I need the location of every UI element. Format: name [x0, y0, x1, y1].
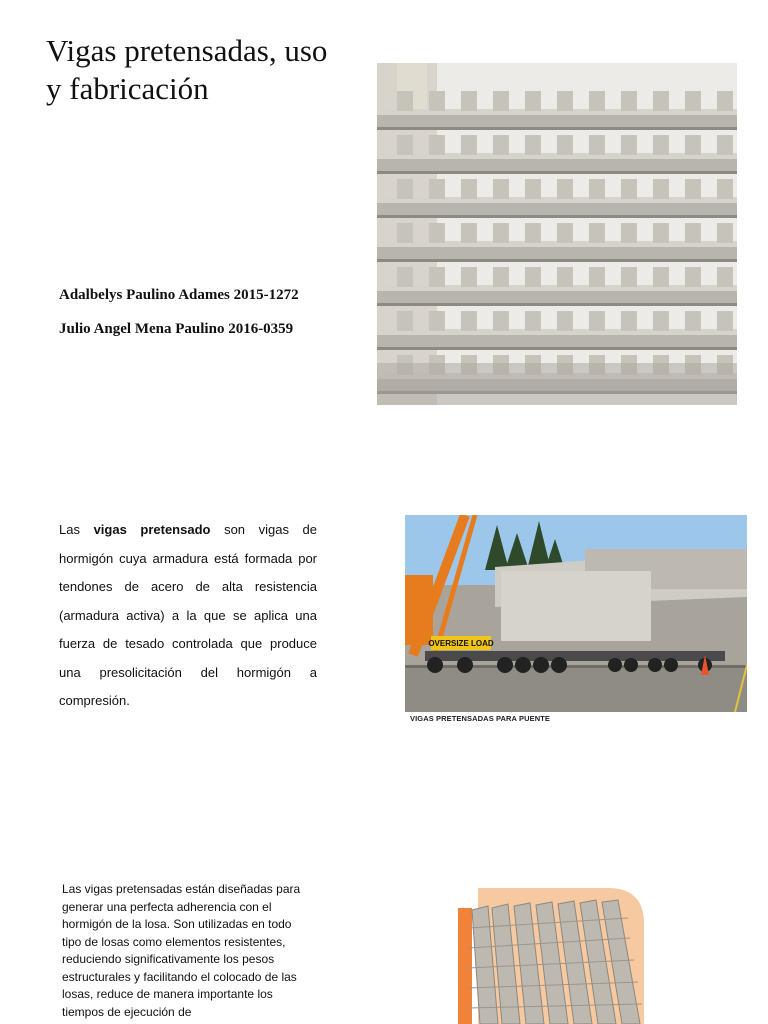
oversize-load-sign: OVERSIZE LOAD	[428, 639, 494, 648]
bridge-beam-truck-photo	[405, 515, 747, 712]
photo-caption: VIGAS PRETENSADAS PARA PUENTE	[410, 714, 551, 723]
stacked-beams-photo	[377, 63, 737, 405]
author-1: Adalbelys Paulino Adames 2015-1272	[59, 287, 299, 303]
bold-term: vigas pretensado	[93, 522, 211, 537]
paragraph-vigas-uses: Las vigas pretensadas están diseñadas para generar una perfecta adherencia con el hormigón de la losa. Son utilizadas en todo tipo de losas como elementos resistentes, reduciendo significativamente los pesos estructurales y facilitando el colocado de las losas, reduce de manera importante los tiempos de ejecución de	[62, 882, 301, 1019]
paragraph-vigas-definition: Las vigas pretensado son vigas de hormigón cuya armadura está formada por tendones de acero de alta resistencia (armadura activa) a la que se aplica una fuerza de tesado controlada que produce una presolicitación del hormigón a compresión.	[59, 522, 317, 708]
authors-block	[59, 286, 359, 354]
page-title: Vigas pretensadas, uso y fabricación	[46, 33, 328, 106]
precast-joists-photo	[458, 888, 644, 1024]
author-2: Julio Angel Mena Paulino 2016-0359	[59, 321, 294, 337]
